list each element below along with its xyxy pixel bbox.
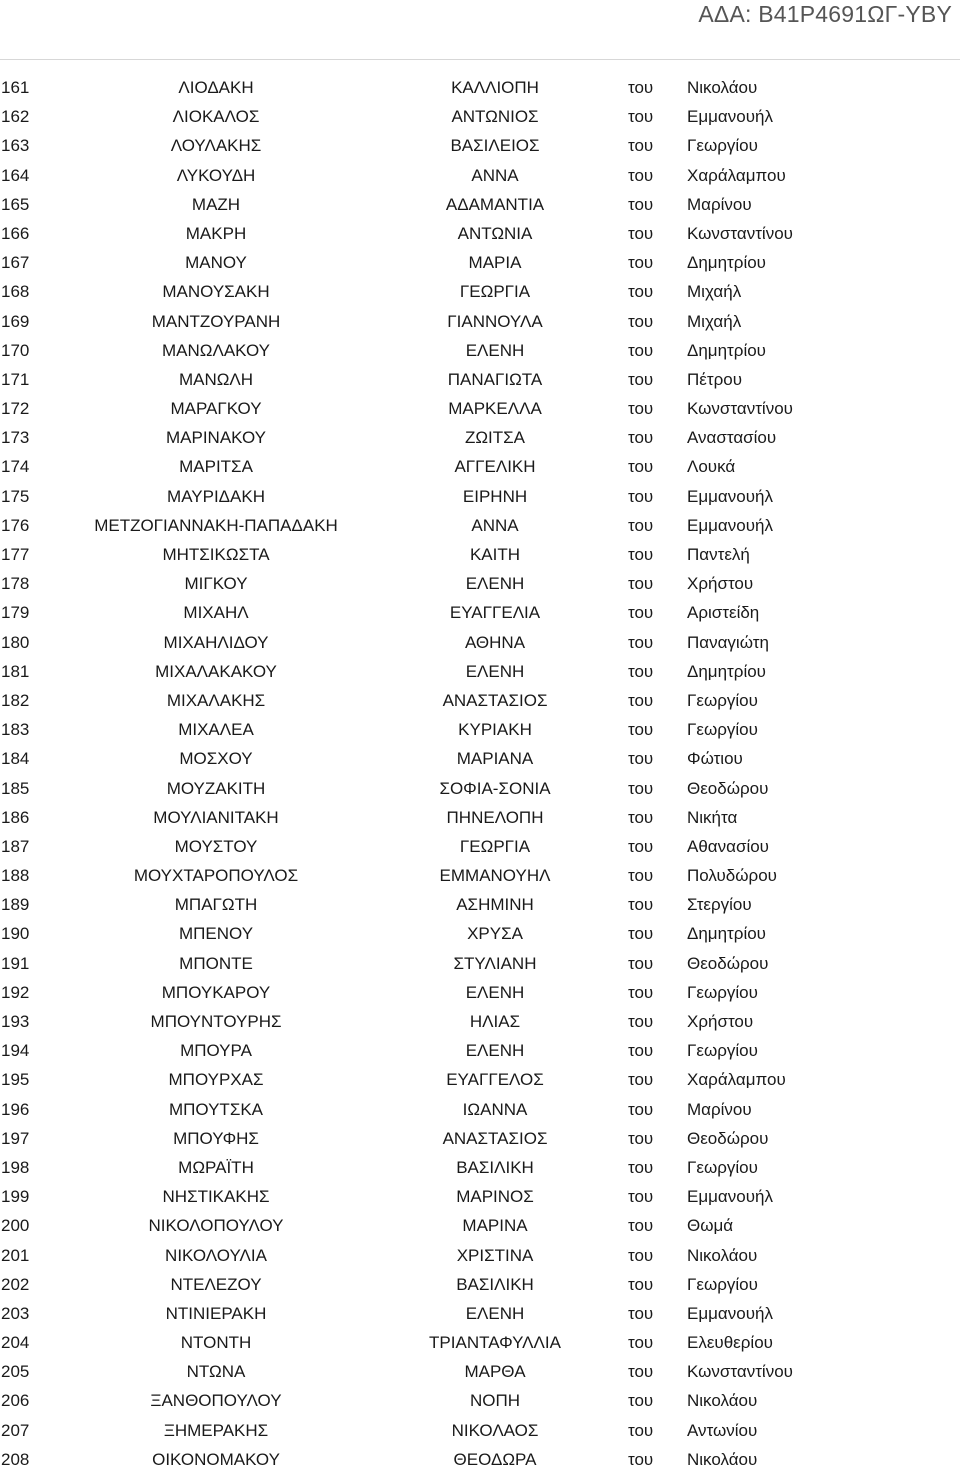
first-name: ΕΙΡΗΝΗ <box>462 486 528 506</box>
father-name: Μιχαήλ <box>687 311 742 331</box>
of-label: του <box>628 720 654 740</box>
surname: ΝΤΙΝΙΕΡΑΚΗ <box>165 1303 267 1323</box>
row-number: 200 <box>1 1216 30 1236</box>
first-name: ΖΩΙΤΣΑ <box>464 428 526 448</box>
of-label: του <box>628 515 654 535</box>
row-number: 182 <box>1 690 30 710</box>
row-number: 161 <box>1 78 30 97</box>
row-number: 191 <box>1 953 30 973</box>
first-name: ΝΟΠΗ <box>469 1391 521 1411</box>
row-number: 163 <box>1 136 30 156</box>
father-name: Στεργίου <box>687 895 752 915</box>
row-number: 181 <box>1 661 30 681</box>
of-label: του <box>628 457 654 477</box>
row-number: 176 <box>1 515 30 535</box>
father-name: Γεωργίου <box>687 136 758 156</box>
father-name: Μιχαήλ <box>687 282 742 302</box>
surname: ΜΑΝΩΛΗ <box>178 369 254 389</box>
surname: ΜΗΤΣΙΚΩΣΤΑ <box>162 545 270 564</box>
list-item <box>0 774 960 803</box>
row-number: 187 <box>1 836 30 856</box>
first-name: ΣΟΦΙΑ-ΣΟΝΙΑ <box>439 778 551 798</box>
list-item <box>0 1153 960 1182</box>
first-name: ΜΑΡΙΑΝΑ <box>456 749 534 769</box>
first-name: ΑΔΑΜΑΝΤΙΑ <box>445 194 545 214</box>
row-number: 199 <box>1 1187 30 1207</box>
first-name: ΣΤΥΛΙΑΝΗ <box>453 953 537 973</box>
list-item <box>0 1386 960 1415</box>
row-number: 177 <box>1 545 30 564</box>
first-name: ΙΩΑΝΝΑ <box>462 1099 528 1119</box>
of-label: του <box>628 1187 654 1207</box>
list-item <box>0 1124 960 1153</box>
list-item <box>0 277 960 306</box>
of-label: του <box>628 340 654 360</box>
list-item <box>0 1007 960 1036</box>
list-item <box>0 919 960 948</box>
first-name: ΑΘΗΝΑ <box>464 632 526 652</box>
list-item <box>0 1095 960 1124</box>
father-name: Θεοδώρου <box>687 778 769 798</box>
father-name: Φώτιου <box>687 749 743 769</box>
first-name: ΑΝΤΩΝΙΟΣ <box>451 107 539 127</box>
first-name: ΜΑΡΘΑ <box>464 1362 526 1382</box>
row-number: 198 <box>1 1157 30 1177</box>
row-number: 197 <box>1 1128 30 1148</box>
surname: ΜΙΧΑΛΑΚΑΚΟΥ <box>155 661 277 681</box>
list-item <box>0 715 960 744</box>
list-item <box>0 482 960 511</box>
row-number: 172 <box>1 399 30 419</box>
row-number: 208 <box>1 1449 30 1469</box>
row-number: 205 <box>1 1362 30 1382</box>
list-item <box>0 1182 960 1211</box>
of-label: του <box>628 632 654 652</box>
surname: ΜΑΝΩΛΑΚΟΥ <box>162 340 271 360</box>
first-name: ΒΑΣΙΛΕΙΟΣ <box>450 136 540 156</box>
row-number: 179 <box>1 603 30 623</box>
of-label: του <box>628 1041 654 1061</box>
of-label: του <box>628 895 654 915</box>
surname: ΛΟΥΛΑΚΗΣ <box>170 136 262 156</box>
row-number: 202 <box>1 1274 30 1294</box>
list-item <box>0 1036 960 1065</box>
surname: ΜΑΝΤΖΟΥΡΑΝΗ <box>151 311 281 331</box>
list-item <box>0 832 960 861</box>
father-name: Κωνσταντίνου <box>687 399 793 419</box>
of-label: του <box>628 836 654 856</box>
row-number: 188 <box>1 866 30 886</box>
of-label: του <box>628 661 654 681</box>
row-number: 169 <box>1 311 30 331</box>
row-number: 173 <box>1 428 30 448</box>
surname: ΜΠΟΝΤΕ <box>179 953 253 973</box>
father-name: Νικήτα <box>687 807 738 827</box>
father-name: Μαρίνου <box>687 194 752 214</box>
of-label: του <box>628 953 654 973</box>
list-item <box>0 657 960 686</box>
header-divider <box>0 59 960 60</box>
first-name: ΕΜΜΑΝΟΥΗΛ <box>439 866 551 886</box>
list-item <box>0 861 960 890</box>
surname: ΛΙΟΚΑΛΟΣ <box>172 107 260 127</box>
first-name: ΕΛΕΝΗ <box>465 661 525 681</box>
first-name: ΒΑΣΙΛΙΚΗ <box>456 1274 534 1294</box>
first-name: ΜΑΡΙΝΟΣ <box>456 1187 534 1207</box>
father-name: Δημητρίου <box>687 661 766 681</box>
father-name: Ελευθερίου <box>687 1333 773 1353</box>
of-label: του <box>628 1245 654 1265</box>
first-name: ΠΑΝΑΓΙΩΤΑ <box>447 369 543 389</box>
surname: ΜΑΝΟΥΣΑΚΗ <box>162 282 270 302</box>
list-item <box>0 1328 960 1357</box>
of-label: του <box>628 1362 654 1382</box>
father-name: Εμμανουήλ <box>687 1187 773 1207</box>
row-number: 190 <box>1 924 30 944</box>
first-name: ΒΑΣΙΛΙΚΗ <box>456 1157 534 1177</box>
father-name: Αθανασίου <box>687 836 769 856</box>
of-label: του <box>628 223 654 243</box>
of-label: του <box>628 924 654 944</box>
father-name: Γεωργίου <box>687 1274 758 1294</box>
father-name: Θωμά <box>687 1216 734 1236</box>
father-name: Παναγιώτη <box>687 632 769 652</box>
father-name: Πέτρου <box>687 369 742 389</box>
list-item <box>0 1299 960 1328</box>
surname: ΜΑΡΙΤΣΑ <box>179 457 253 477</box>
father-name: Αντωνίου <box>687 1420 758 1440</box>
of-label: του <box>628 282 654 302</box>
father-name: Αναστασίου <box>687 428 777 448</box>
surname: ΜΑΚΡΗ <box>185 223 247 243</box>
row-number: 195 <box>1 1070 30 1090</box>
of-label: του <box>628 1303 654 1323</box>
of-label: του <box>628 1449 654 1469</box>
first-name: ΤΡΙΑΝΤΑΦΥΛΛΙΑ <box>429 1333 561 1353</box>
of-label: του <box>628 107 654 127</box>
list-item <box>0 1270 960 1299</box>
list-item <box>0 190 960 219</box>
father-name: Νικολάου <box>687 78 758 97</box>
first-name: ΘΕΟΔΩΡΑ <box>453 1449 537 1469</box>
first-name: ΕΥΑΓΓΕΛΟΣ <box>446 1070 544 1090</box>
list-item <box>0 890 960 919</box>
row-number: 201 <box>1 1245 30 1265</box>
row-number: 193 <box>1 1012 30 1031</box>
of-label: του <box>628 194 654 214</box>
father-name: Εμμανουήλ <box>687 515 773 535</box>
surname: ΜΩΡΑΪΤΗ <box>178 1157 254 1177</box>
list-item <box>0 336 960 365</box>
surname: ΜΑΖΗ <box>191 194 241 214</box>
first-name: ΑΝΤΩΝΙΑ <box>457 223 533 243</box>
of-label: του <box>628 78 654 97</box>
list-item <box>0 423 960 452</box>
surname: ΜΑΥΡΙΔΑΚΗ <box>167 486 265 506</box>
list-item <box>0 569 960 598</box>
list-item <box>0 744 960 773</box>
registry-list <box>0 73 960 1474</box>
row-number: 178 <box>1 574 30 594</box>
of-label: του <box>628 1420 654 1440</box>
first-name: ΕΛΕΝΗ <box>465 340 525 360</box>
surname: ΝΙΚΟΛΟΥΛΙΑ <box>165 1245 267 1265</box>
list-item <box>0 1416 960 1445</box>
list-item <box>0 540 960 569</box>
first-name: ΜΑΡΙΑ <box>468 253 522 273</box>
surname: ΜΠΟΥΚΑΡΟΥ <box>161 982 271 1002</box>
row-number: 183 <box>1 720 30 740</box>
surname: ΜΟΣΧΟΥ <box>179 749 253 769</box>
father-name: Δημητρίου <box>687 253 766 273</box>
first-name: ΕΥΑΓΓΕΛΙΑ <box>449 603 541 623</box>
of-label: του <box>628 486 654 506</box>
surname: ΜΠΟΥΡΑ <box>180 1041 252 1061</box>
row-number: 171 <box>1 369 30 389</box>
list-item <box>0 949 960 978</box>
of-label: του <box>628 136 654 156</box>
of-label: του <box>628 1157 654 1177</box>
surname: ΝΤΟΝΤΗ <box>180 1333 252 1353</box>
father-name: Νικολάου <box>687 1449 758 1469</box>
first-name: ΠΗΝΕΛΟΠΗ <box>446 807 544 827</box>
list-item <box>0 307 960 336</box>
list-item <box>0 131 960 160</box>
father-name: Χρήστου <box>687 1012 754 1031</box>
surname: ΜΙΓΚΟΥ <box>184 574 248 594</box>
surname: ΛΥΚΟΥΔΗ <box>176 165 256 185</box>
row-number: 175 <box>1 486 30 506</box>
father-name: Εμμανουήλ <box>687 486 773 506</box>
of-label: του <box>628 253 654 273</box>
surname: ΜΑΝΟΥ <box>185 253 247 273</box>
of-label: του <box>628 778 654 798</box>
first-name: ΑΝΑΣΤΑΣΙΟΣ <box>442 1128 548 1148</box>
list-item <box>0 1357 960 1386</box>
first-name: ΧΡΙΣΤΙΝΑ <box>456 1245 534 1265</box>
row-number: 204 <box>1 1333 30 1353</box>
first-name: ΚΑΙΤΗ <box>469 545 521 564</box>
surname: ΜΙΧΑΛΑΚΗΣ <box>166 690 266 710</box>
row-number: 194 <box>1 1041 30 1061</box>
of-label: του <box>628 982 654 1002</box>
list-item <box>0 102 960 131</box>
of-label: του <box>628 399 654 419</box>
of-label: του <box>628 690 654 710</box>
surname: ΜΠΕΝΟΥ <box>178 924 254 944</box>
first-name: ΕΛΕΝΗ <box>465 574 525 594</box>
list-item <box>0 1065 960 1094</box>
first-name: ΜΑΡΚΕΛΛΑ <box>448 399 542 419</box>
surname: ΝΙΚΟΛΟΠΟΥΛΟΥ <box>148 1216 284 1236</box>
of-label: του <box>628 1128 654 1148</box>
surname: ΞΗΜΕΡΑΚΗΣ <box>163 1420 269 1440</box>
list-item <box>0 365 960 394</box>
list-item <box>0 803 960 832</box>
row-number: 189 <box>1 895 30 915</box>
of-label: του <box>628 165 654 185</box>
row-number: 192 <box>1 982 30 1002</box>
list-item <box>0 73 960 102</box>
surname: ΜΙΧΑΗΛΙΔΟΥ <box>163 632 269 652</box>
ada-code: ΑΔΑ: Β41Ρ4691ΩΓ-ΥΒΥ <box>698 1 952 27</box>
of-label: του <box>628 574 654 594</box>
list-item <box>0 219 960 248</box>
surname: ΞΑΝΘΟΠΟΥΛΟΥ <box>150 1391 282 1411</box>
list-item <box>0 686 960 715</box>
of-label: του <box>628 1333 654 1353</box>
first-name: ΝΙΚΟΛΑΟΣ <box>451 1420 539 1440</box>
father-name: Χρήστου <box>687 574 754 594</box>
first-name: ΓΙΑΝΝΟΥΛΑ <box>447 311 543 331</box>
of-label: του <box>628 545 654 564</box>
father-name: Λουκά <box>687 457 736 477</box>
father-name: Εμμανουήλ <box>687 107 773 127</box>
row-number: 185 <box>1 778 30 798</box>
first-name: ΕΛΕΝΗ <box>465 982 525 1002</box>
list-item <box>0 1445 960 1474</box>
surname: ΛΙΟΔΑΚΗ <box>178 78 254 97</box>
surname: ΝΤΕΛΕΖΟΥ <box>170 1274 262 1294</box>
father-name: Δημητρίου <box>687 340 766 360</box>
row-number: 180 <box>1 632 30 652</box>
row-number: 167 <box>1 253 30 273</box>
first-name: ΑΣΗΜΙΝΗ <box>456 895 534 915</box>
surname: ΝΤΩΝΑ <box>186 1362 246 1382</box>
list-item <box>0 248 960 277</box>
father-name: Κωνσταντίνου <box>687 1362 793 1382</box>
surname: ΜΠΟΥΡΧΑΣ <box>168 1070 264 1090</box>
father-name: Νικολάου <box>687 1245 758 1265</box>
surname: ΜΟΥΣΤΟΥ <box>174 836 258 856</box>
of-label: του <box>628 311 654 331</box>
first-name: ΕΛΕΝΗ <box>465 1303 525 1323</box>
of-label: του <box>628 428 654 448</box>
father-name: Δημητρίου <box>687 924 766 944</box>
surname: ΜΠΟΥΦΗΣ <box>173 1128 259 1148</box>
list-item <box>0 598 960 627</box>
of-label: του <box>628 807 654 827</box>
first-name: ΗΛΙΑΣ <box>469 1012 521 1031</box>
row-number: 206 <box>1 1391 30 1411</box>
of-label: του <box>628 603 654 623</box>
list-item <box>0 394 960 423</box>
list-item <box>0 1241 960 1270</box>
father-name: Θεοδώρου <box>687 1128 769 1148</box>
father-name: Θεοδώρου <box>687 953 769 973</box>
row-number: 164 <box>1 165 30 185</box>
first-name: ΓΕΩΡΓΙΑ <box>459 282 531 302</box>
of-label: του <box>628 369 654 389</box>
of-label: του <box>628 1070 654 1090</box>
of-label: του <box>628 866 654 886</box>
of-label: του <box>628 1391 654 1411</box>
row-number: 186 <box>1 807 30 827</box>
first-name: ΓΕΩΡΓΙΑ <box>459 836 531 856</box>
first-name: ΚΑΛΛΙΟΠΗ <box>451 78 539 97</box>
surname: ΜΟΥΖΑΚΙΤΗ <box>166 778 266 798</box>
father-name: Χαράλαμπου <box>687 165 786 185</box>
row-number: 203 <box>1 1303 30 1323</box>
row-number: 207 <box>1 1420 30 1440</box>
surname: ΜΕΤΖΟΓΙΑΝΝΑΚΗ-ΠΑΠΑΔΑΚΗ <box>94 515 338 535</box>
surname: ΜΙΧΑΗΛ <box>183 603 249 623</box>
surname: ΝΗΣΤΙΚΑΚΗΣ <box>162 1187 270 1207</box>
list-item <box>0 161 960 190</box>
row-number: 165 <box>1 194 30 214</box>
row-number: 162 <box>1 107 30 127</box>
surname: ΜΙΧΑΛΕΑ <box>178 720 254 740</box>
of-label: του <box>628 1216 654 1236</box>
list-item <box>0 1211 960 1240</box>
father-name: Εμμανουήλ <box>687 1303 773 1323</box>
of-label: του <box>628 749 654 769</box>
surname: ΜΟΥΧΤΑΡΟΠΟΥΛΟΣ <box>133 866 299 886</box>
row-number: 196 <box>1 1099 30 1119</box>
father-name: Γεωργίου <box>687 1157 758 1177</box>
of-label: του <box>628 1012 654 1031</box>
first-name: ΑΝΝΑ <box>471 515 519 535</box>
father-name: Γεωργίου <box>687 690 758 710</box>
father-name: Χαράλαμπου <box>687 1070 786 1090</box>
first-name: ΑΝΝΑ <box>471 165 519 185</box>
father-name: Αριστείδη <box>687 603 760 623</box>
father-name: Γεωργίου <box>687 1041 758 1061</box>
surname: ΟΙΚΟΝΟΜΑΚΟΥ <box>152 1449 280 1469</box>
row-number: 166 <box>1 223 30 243</box>
father-name: Κωνσταντίνου <box>687 223 793 243</box>
surname: ΜΠΟΥΤΣΚΑ <box>168 1099 264 1119</box>
father-name: Πολυδώρου <box>687 866 777 886</box>
first-name: ΑΝΑΣΤΑΣΙΟΣ <box>442 690 548 710</box>
father-name: Γεωργίου <box>687 720 758 740</box>
first-name: ΑΓΓΕΛΙΚΗ <box>454 457 536 477</box>
first-name: ΧΡΥΣΑ <box>467 924 523 944</box>
surname: ΜΑΡΙΝΑΚΟΥ <box>166 428 267 448</box>
row-number: 184 <box>1 749 30 769</box>
surname: ΜΟΥΛΙΑΝΙΤΑΚΗ <box>153 807 279 827</box>
first-name: ΕΛΕΝΗ <box>465 1041 525 1061</box>
surname: ΜΠΑΓΩΤΗ <box>174 895 258 915</box>
row-number: 174 <box>1 457 30 477</box>
row-number: 170 <box>1 340 30 360</box>
father-name: Παντελή <box>687 545 750 564</box>
surname: ΜΑΡΑΓΚΟΥ <box>170 399 262 419</box>
list-item <box>0 628 960 657</box>
first-name: ΜΑΡΙΝΑ <box>462 1216 528 1236</box>
of-label: του <box>628 1274 654 1294</box>
list-item <box>0 511 960 540</box>
father-name: Μαρίνου <box>687 1099 752 1119</box>
row-number: 168 <box>1 282 30 302</box>
surname: ΜΠΟΥΝΤΟΥΡΗΣ <box>150 1012 282 1031</box>
father-name: Νικολάου <box>687 1391 758 1411</box>
list-item <box>0 452 960 481</box>
list-item <box>0 978 960 1007</box>
first-name: ΚΥΡΙΑΚΗ <box>458 720 532 740</box>
of-label: του <box>628 1099 654 1119</box>
father-name: Γεωργίου <box>687 982 758 1002</box>
